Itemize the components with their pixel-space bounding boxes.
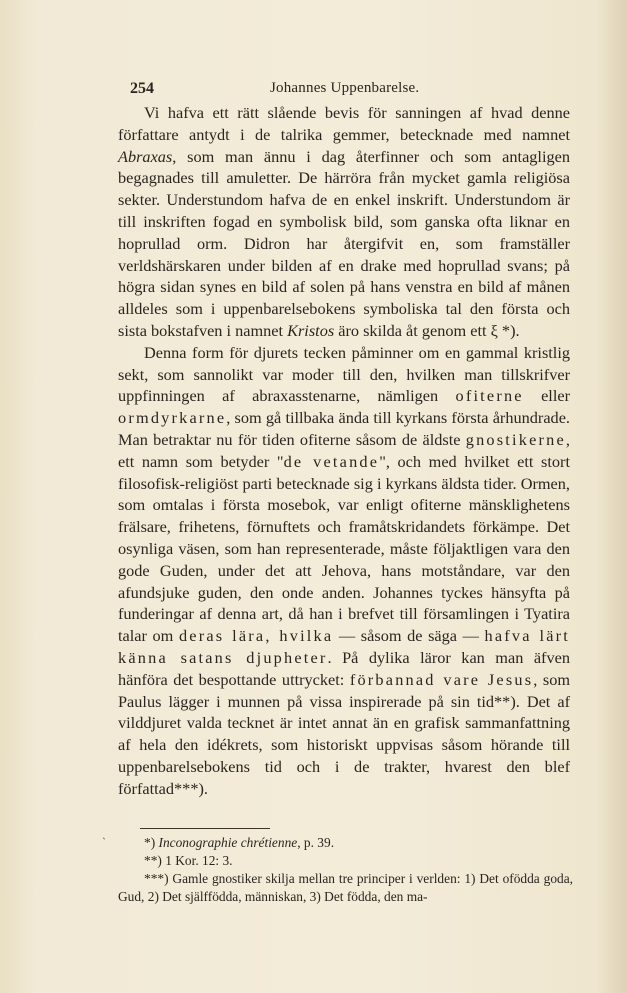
footnote-mark: *) [144, 835, 159, 850]
text-run: — såsom de säga — [333, 626, 485, 646]
spaced-term: de vetande [283, 451, 380, 471]
text-run: , som gå tillbaka ända till kyrkans första århundrade. Man betraktar nu för tiden ofiterne såsom de äldste [118, 408, 570, 449]
spaced-term: ofiterne [455, 386, 524, 406]
paragraph-2 [118, 342, 570, 800]
paragraph-1 [118, 102, 570, 342]
italic-term: Abraxas [118, 146, 173, 166]
spaced-term: förbannad vare Jesus [349, 669, 534, 689]
footnote-title: Inconographie chrétienne [158, 835, 298, 850]
main-text [118, 102, 570, 800]
margin-mark: ˎ [102, 826, 106, 840]
footnote-2: **) 1 Kor. 12: 3. [144, 853, 233, 868]
text-run: eller [523, 386, 570, 406]
footnote-rule [140, 828, 270, 829]
spaced-term: hafva lärt känna satans djupheter [118, 626, 570, 667]
italic-term: Kristos [287, 320, 335, 340]
text-run: , ett namn som betyder " [118, 429, 570, 471]
text-run: Denna form för djurets tecken påminner om en gammal kristlig sekt, som sannolikt var moder till den, hvilken man tillskrifver uppfinningen af abraxasstenarne, nämligen [118, 342, 570, 406]
page-number: 254 [130, 80, 154, 97]
spaced-term: ormdyrkarne [118, 408, 227, 428]
text-run: Vi hafva ett rätt slående bevis för sanningen af hvad denne författare antydt i de talrika gemmer, betecknade med namnet [118, 103, 570, 144]
footnote-1 [118, 834, 573, 852]
text-run: äro skilda åt genom ett ξ *). [334, 320, 520, 340]
text-run: , som Paulus lägger i munnen på vissa inspirerade på sin tid**). Det af vilddjuret valda tecknet är intet annat än en grafisk sammanfattning af hela den idékrets, som historiskt uppvisas såsom hörande till uppenbarelsebokens tid och i de trakter, hvarest den blef författad***). [118, 669, 571, 798]
spaced-term: deras lära, hvilka [178, 626, 334, 646]
text-run: , som man ännu i dag återfinner och som antagligen begagnades till amuletter. De härröra från mycket gamla religiösa sekter. Understundom hafva de en enkel inskrift. Understundom är till inskriften fogad en symbolisk bild, som ganska ofta liknar en hoprullad orm. Didron har återgifvit en, som framställer verldshärskaren under bilden af en drake med hoprullad svans; på högra sidan synes en bild af solen på hans venstra en bild af månen alldeles som i uppenbarelsebokens symboliska tal den första och sista bokstafven i namnet [118, 146, 570, 340]
text-run: . På dylika läror kan man äfven hänföra det bespottande uttrycket: [118, 647, 570, 689]
spaced-term: gnostikerne [465, 429, 566, 449]
footnotes [118, 834, 573, 906]
footnote-text: , p. 39. [297, 835, 335, 850]
text-run: ", och med hvilket ett stort filosofisk-religiöst parti betecknade sig i kyrkans äldsta tider. Ormen, som omtalas i första mosebok, var enligt ofiterne mänsklighetens frälsare, frihetens, förnuftets och framåtskridandets förkämpe. Det osynliga väsen, som han representerade, måste följaktligen vara den gode Guden, under det att Jehova, hans motståndare, var den afundsjuke guden, den onde anden. Johannes tyckes hänsyfta på funderingar af denna art, då han i brefvet till församlingen i Tyatira talar om [118, 451, 571, 646]
running-title: Johannes Uppenbarelse. [270, 80, 420, 96]
page-header [130, 80, 520, 102]
footnote-3: ***) Gamle gnostiker skilja mellan tre principer i verlden: 1) Det ofödda goda, Gud, 2) Det själffödda, människan, 3) Det födda, den ma- [118, 871, 573, 904]
